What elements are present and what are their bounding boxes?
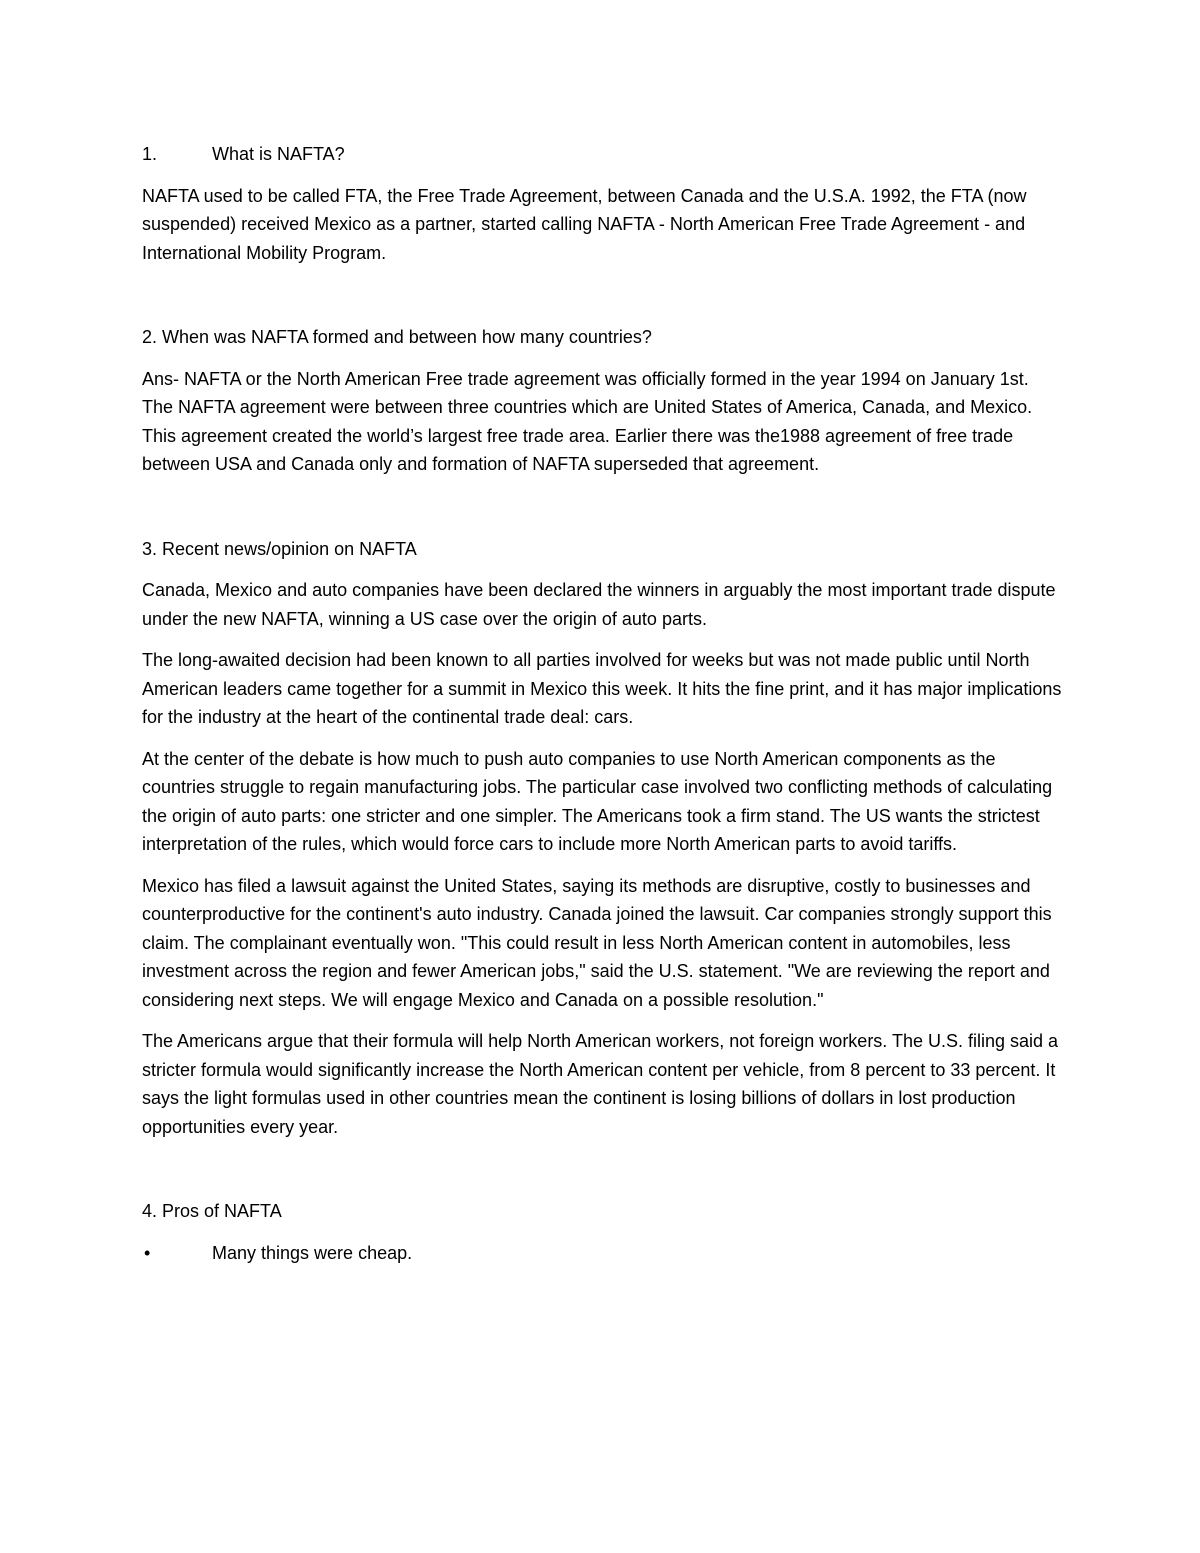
section-1-title: What is NAFTA?	[212, 144, 345, 164]
section-1-heading	[142, 140, 1062, 169]
section-1-paragraph: NAFTA used to be called FTA, the Free Trade Agreement, between Canada and the U.S.A. 1992, the FTA (now suspended) received Mexico as a partner, started calling NAFTA - North American Free Trade Agreement - and International Mobility Program.	[142, 185, 1027, 263]
section-2-paragraph: Ans- NAFTA or the North American Free trade agreement was officially formed in the year 1994 on January 1st. The NAFTA agreement were between three countries which are United States of America, Canada, and Mexico. This agreement created the world’s largest free trade area. Earlier there was the1988 agreement of free trade between USA and Canada only and formation of NAFTA superseded that agreement.	[142, 368, 1033, 474]
section-3-title: 3. Recent news/opinion on NAFTA	[142, 538, 417, 559]
section-3-paragraph-1: Canada, Mexico and auto companies have been declared the winners in arguably the most important trade dispute under the new NAFTA, winning a US case over the origin of auto parts.	[142, 580, 1056, 629]
section-3-paragraph-2: The long-awaited decision had been known to all parties involved for weeks but was not made public until North American leaders came together for a summit in Mexico this week. It hits the fine print, and it has major implications for the industry at the heart of the continental trade deal: cars.	[142, 650, 1062, 727]
section-3-paragraph-5: The Americans argue that their formula will help North American workers, not foreign workers. The U.S. filing said a stricter formula would significantly increase the North American content per vehicle, from 8 percent to 33 percent. It says the light formulas used in other countries mean the continent is losing billions of dollars in lost production opportunities every year.	[142, 1031, 1059, 1137]
section-3-paragraph-3: At the center of the debate is how much to push auto companies to use North American components as the countries struggle to regain manufacturing jobs. The particular case involved two conflicting methods of calculating the origin of auto parts: one stricter and one simpler. The Americans took a firm stand. The US wants the strictest interpretation of the rules, which would force cars to include more North American parts to avoid tariffs.	[142, 748, 1053, 854]
section-2-title: 2. When was NAFTA formed and between how many countries?	[142, 327, 652, 347]
section-1-number: 1.	[142, 144, 158, 164]
pros-list-item-text: Many things were cheap.	[212, 1242, 413, 1263]
section-spacer	[142, 492, 1062, 535]
bullet-icon: •	[144, 1242, 151, 1263]
section-spacer	[142, 1154, 1062, 1197]
pros-list-item	[142, 1239, 1062, 1268]
section-spacer	[142, 280, 1062, 323]
section-4-title: 4. Pros of NAFTA	[142, 1201, 282, 1221]
document-body	[142, 140, 1062, 1280]
section-3-paragraph-4: Mexico has filed a lawsuit against the United States, saying its methods are disruptive, costly to businesses and counterproductive for the continent's auto industry. Canada joined the lawsuit. Car companies strongly support this claim. The complainant eventually won. "This could result in less North American content in automobiles, less investment across the region and fewer American jobs," said the U.S. statement. "We are reviewing the report and considering next steps. We will engage Mexico and Canada on a possible resolution."	[142, 875, 1052, 1010]
